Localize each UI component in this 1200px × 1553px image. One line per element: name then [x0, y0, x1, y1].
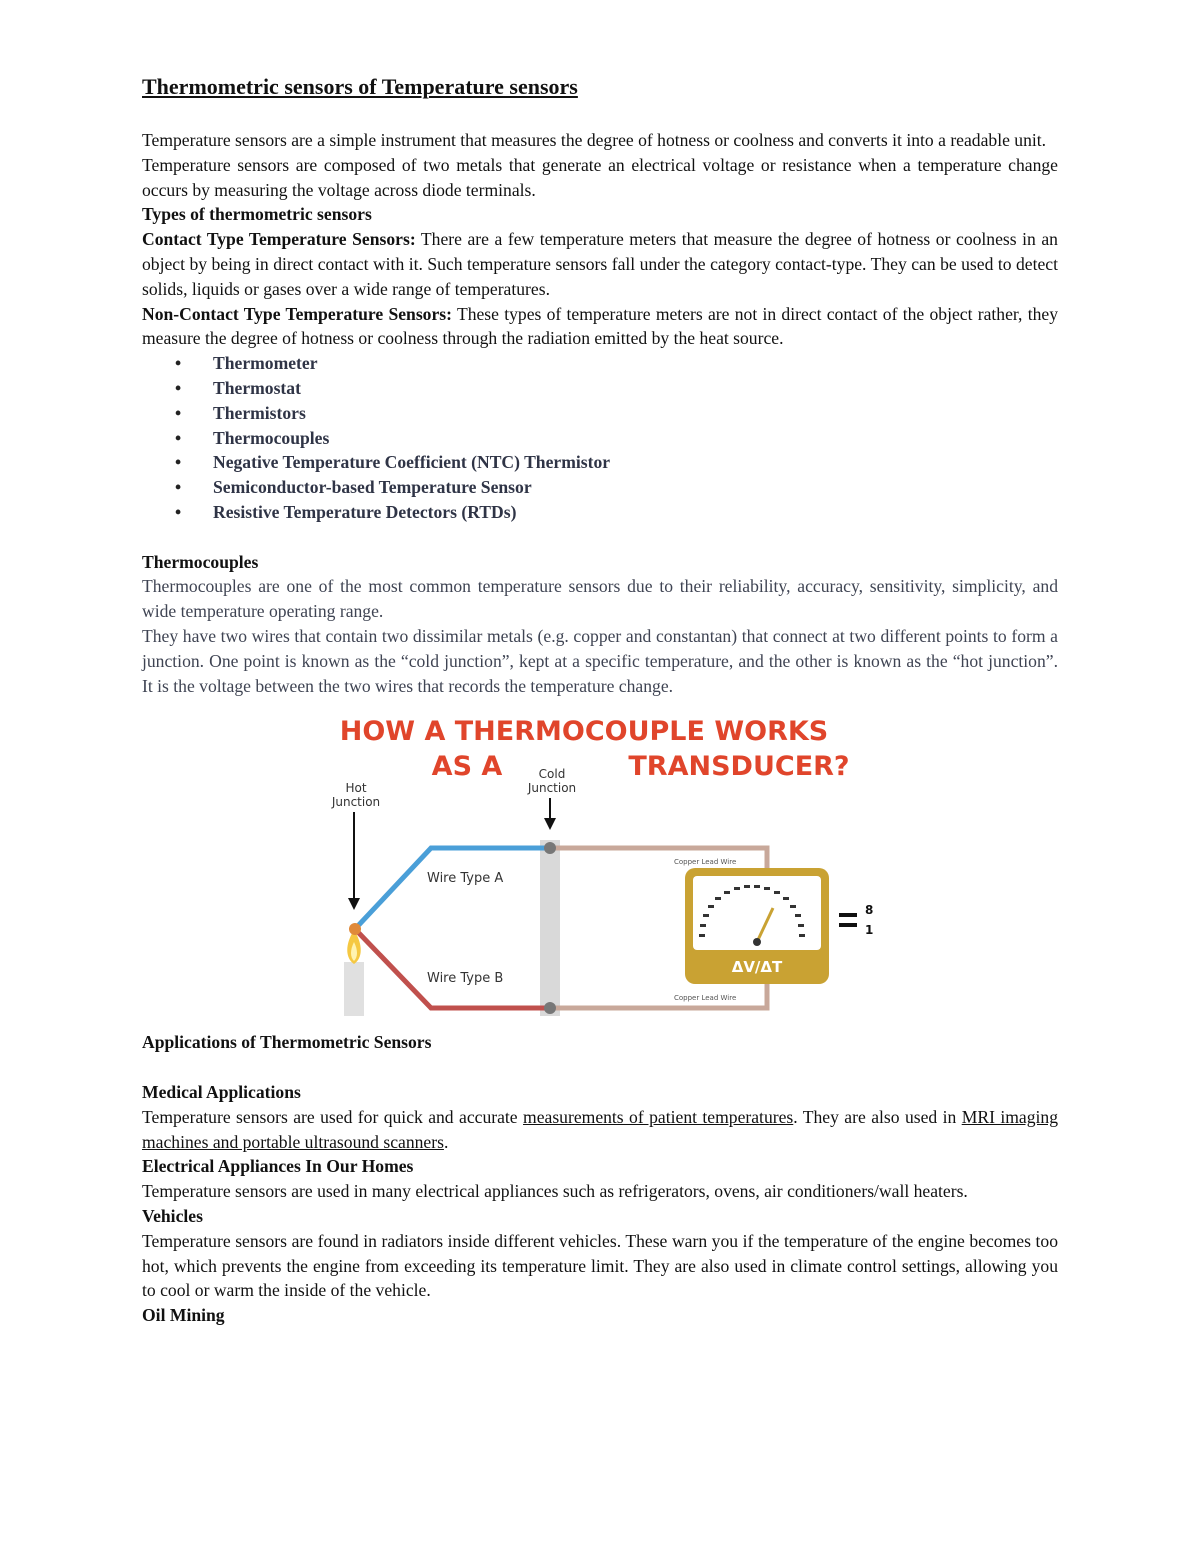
- diagram-title-as-a: AS A: [431, 751, 503, 783]
- cold-junction-label-1: Cold: [538, 767, 566, 782]
- oil-mining-heading: Oil Mining: [142, 1305, 225, 1326]
- bullet-glyph: •: [175, 427, 182, 448]
- bullet-glyph: •: [175, 477, 182, 498]
- list-item: • Thermistors: [142, 401, 1058, 426]
- bullet-glyph: •: [175, 377, 182, 398]
- noncontact-paragraph: [142, 302, 1058, 352]
- medical-heading: Medical Applications: [142, 1081, 301, 1102]
- copper-top-label: Copper Lead Wire: [674, 858, 737, 867]
- list-item: • Resistive Temperature Detectors (RTDs): [142, 500, 1058, 525]
- contact-label: Contact Type Temperature Sensors:: [142, 229, 416, 250]
- wire-a-label: Wire Type A: [427, 871, 504, 887]
- equals-digit-1: 8: [865, 903, 874, 918]
- vehicles-heading: Vehicles: [142, 1205, 203, 1226]
- list-item: • Negative Temperature Coefficient (NTC) Thermistor: [142, 450, 1058, 475]
- bullet-glyph: •: [175, 501, 182, 522]
- cold-junction-label-2: Junction: [527, 781, 577, 796]
- electrical-heading: Electrical Appliances In Our Homes: [142, 1156, 414, 1177]
- hot-junction-node: [349, 923, 361, 935]
- thermocouples-heading: Thermocouples: [142, 551, 259, 572]
- contact-paragraph: [142, 227, 1058, 301]
- applications-heading: Applications of Thermometric Sensors: [142, 1032, 432, 1053]
- medical-paragraph: Temperature sensors are used for quick and accurate measurements of patient temperatures. They are also used in MRI imaging machines and portable ultrasound scanners.: [142, 1106, 1058, 1152]
- vehicles-paragraph: Temperature sensors are found in radiators inside different vehicles. These warn you if the temperature of the engine becomes too hot, which prevents the engine from exceeding its temperature limit. They are also used in climate control settings, allowing you to cool or warm the inside of the vehicle.: [142, 1230, 1058, 1301]
- patient-temperatures-link[interactable]: measurements of patient temperatures: [523, 1106, 794, 1127]
- mri-scanners-link[interactable]: MRI imaging machines and portable ultrasound scanners: [142, 1106, 1058, 1152]
- diagram-title-transducer: TRANSDUCER?: [628, 751, 850, 783]
- list-item: • Semiconductor-based Temperature Sensor: [142, 475, 1058, 500]
- equals-digit-2: 1: [865, 923, 874, 938]
- thermocouple-diagram: [319, 702, 879, 1016]
- list-item: • Thermometer: [142, 351, 1058, 376]
- copper-bottom-label: Copper Lead Wire: [674, 994, 737, 1003]
- intro-paragraph-2: Temperature sensors are composed of two metals that generate an electrical voltage or resistance when a temperature change occurs by measuring the voltage across diode terminals.: [142, 154, 1058, 200]
- hot-junction-label-1: Hot: [345, 781, 367, 796]
- meter-label: ΔV/ΔT: [731, 958, 783, 977]
- noncontact-label: Non-Contact Type Temperature Sensors:: [142, 303, 452, 324]
- wire-b-label: Wire Type B: [427, 971, 504, 987]
- list-item: • Thermocouples: [142, 426, 1058, 451]
- diagram-title-line1: HOW A THERMOCOUPLE WORKS: [339, 716, 829, 748]
- thermocouples-paragraph-1: Thermocouples are one of the most common temperature sensors due to their reliability, accuracy, sensitivity, simplicity, and wide temperature operating range.: [142, 576, 1058, 622]
- noncontact-text: These types of temperature meters are not in direct contact of the object rather, they measure the degree of hotness or coolness through the radiation emitted by the heat source.: [142, 303, 1058, 349]
- bullet-glyph: •: [175, 402, 182, 423]
- bullet-glyph: •: [175, 353, 182, 374]
- types-heading: Types of thermometric sensors: [142, 204, 372, 225]
- page-title: Thermometric sensors of Temperature sensors: [142, 74, 578, 99]
- hot-junction-label-2: Junction: [331, 795, 381, 810]
- document-page: [142, 72, 1058, 1328]
- electrical-paragraph: Temperature sensors are used in many electrical appliances such as refrigerators, ovens, air conditioners/wall heaters.: [142, 1181, 968, 1202]
- list-item: • Thermostat: [142, 376, 1058, 401]
- intro-paragraph-1: Temperature sensors are a simple instrument that measures the degree of hotness or coolness and converts it into a readable unit.: [142, 130, 1047, 150]
- contact-text: There are a few temperature meters that measure the degree of hotness or coolness in an object by being in direct contact with it. Such temperature sensors fall under the category contact-type. They can be used to detect solids, liquids or gases over a wide range of temperatures.: [142, 229, 1058, 299]
- thermocouples-paragraph-2: They have two wires that contain two dissimilar metals (e.g. copper and constantan) that connect at two different points to form a junction. One point is known as the “cold junction”, kept at a specific temperature, and the other is known as the “hot junction”. It is the voltage between the two wires that records the temperature change.: [142, 625, 1058, 696]
- sensor-type-list: [142, 351, 1058, 525]
- bullet-glyph: •: [175, 452, 182, 473]
